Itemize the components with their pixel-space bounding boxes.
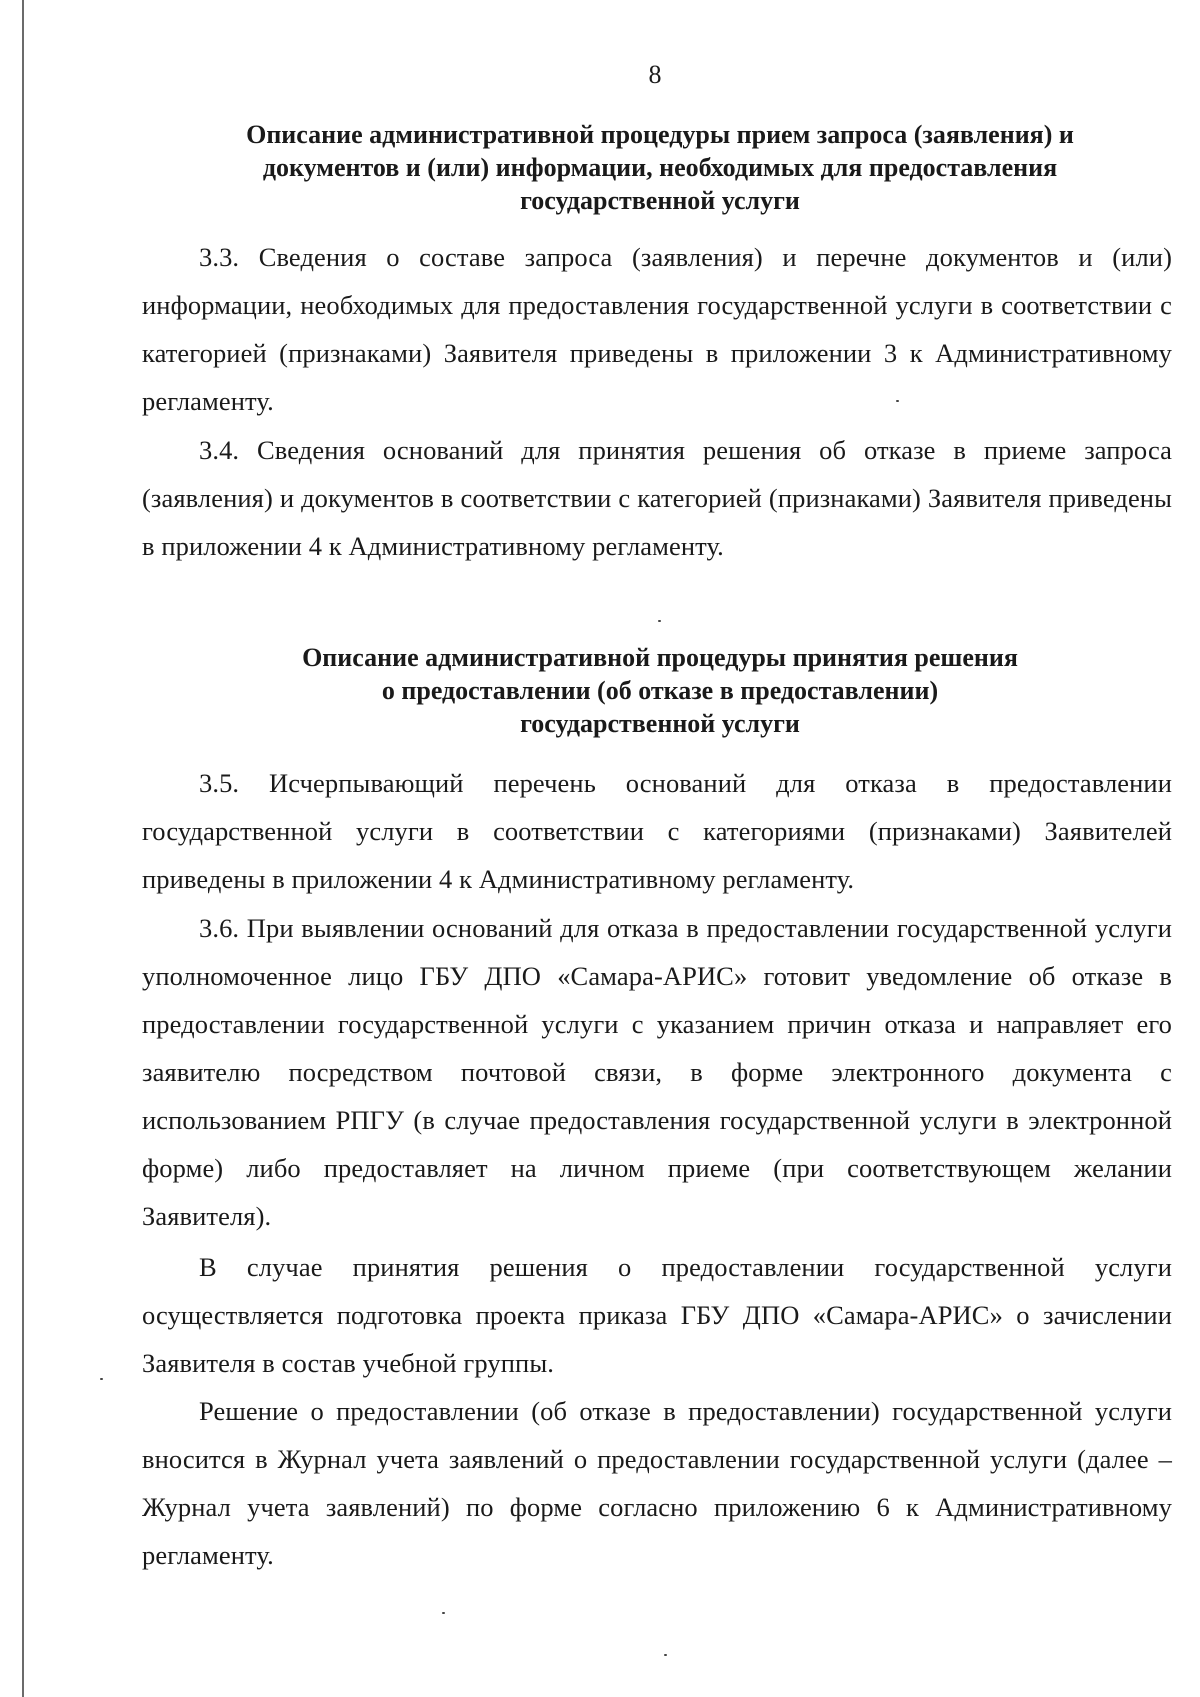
heading-line: документов и (или) информации, необходимых для предоставления (262, 153, 1058, 182)
paragraph-3-5: 3.5. Исчерпывающий перечень оснований для отказа в предоставлении государственной услуги в соответствии с категориями (признаками) Заявителей приведены в приложении 4 к Административному регламенту. (142, 768, 1172, 894)
paragraph-decision-journal: Решение о предоставлении (об отказе в предоставлении) государственной услуги вносится в Журнал учета заявлений о предоставлении государственной услуги (далее – Журнал учета заявлений) по форме согласно приложению 6 к Административному регламенту. (142, 1396, 1172, 1570)
heading-line: государственной услуги (520, 186, 800, 215)
section-heading-reception (150, 118, 1170, 217)
scan-speck (442, 1612, 445, 1614)
section-heading-decision (150, 641, 1170, 740)
heading-line: государственной услуги (520, 709, 800, 738)
paragraph-decision-case: В случае принятия решения о предоставлении государственной услуги осуществляется подготовка проекта приказа ГБУ ДПО «Самара-АРИС» о зачислении Заявителя в состав учебной группы. (142, 1252, 1172, 1378)
scan-speck (658, 620, 661, 622)
paragraph-3-6: 3.6. При выявлении оснований для отказа в предоставлении государственной услуги уполномоченное лицо ГБУ ДПО «Самара-АРИС» готовит уведомление об отказе в предоставлении государственной услуги с указанием причин отказа и направляет его заявителю посредством почтовой связи, в форме электронного документа с использованием РПГУ (в случае предоставления государственной услуги в электронной форме) либо предоставляет на личном приеме (при соответствующем желании Заявителя). (142, 913, 1172, 1231)
heading-line: Описание административной процедуры прием запроса (заявления) и (246, 120, 1074, 149)
scan-edge-line (22, 0, 24, 1697)
heading-line: Описание административной процедуры принятия решения (302, 643, 1018, 672)
scan-speck (100, 1378, 103, 1380)
scan-speck (896, 400, 899, 402)
scan-speck (664, 1654, 667, 1656)
paragraph-3-4: 3.4. Сведения оснований для принятия решения об отказе в приеме запроса (заявления) и документов в соответствии с категорией (признаками) Заявителя приведены в приложении 4 к Административному регламенту. (142, 435, 1172, 561)
paragraph-3-3: 3.3. Сведения о составе запроса (заявления) и перечне документов и (или) информации, необходимых для предоставления государственной услуги в соответствии с категорией (признаками) Заявителя приведены в приложении 3 к Административному регламенту. (142, 242, 1172, 416)
heading-line: о предоставлении (об отказе в предоставлении) (381, 676, 939, 705)
page-number: 8 (648, 60, 662, 89)
